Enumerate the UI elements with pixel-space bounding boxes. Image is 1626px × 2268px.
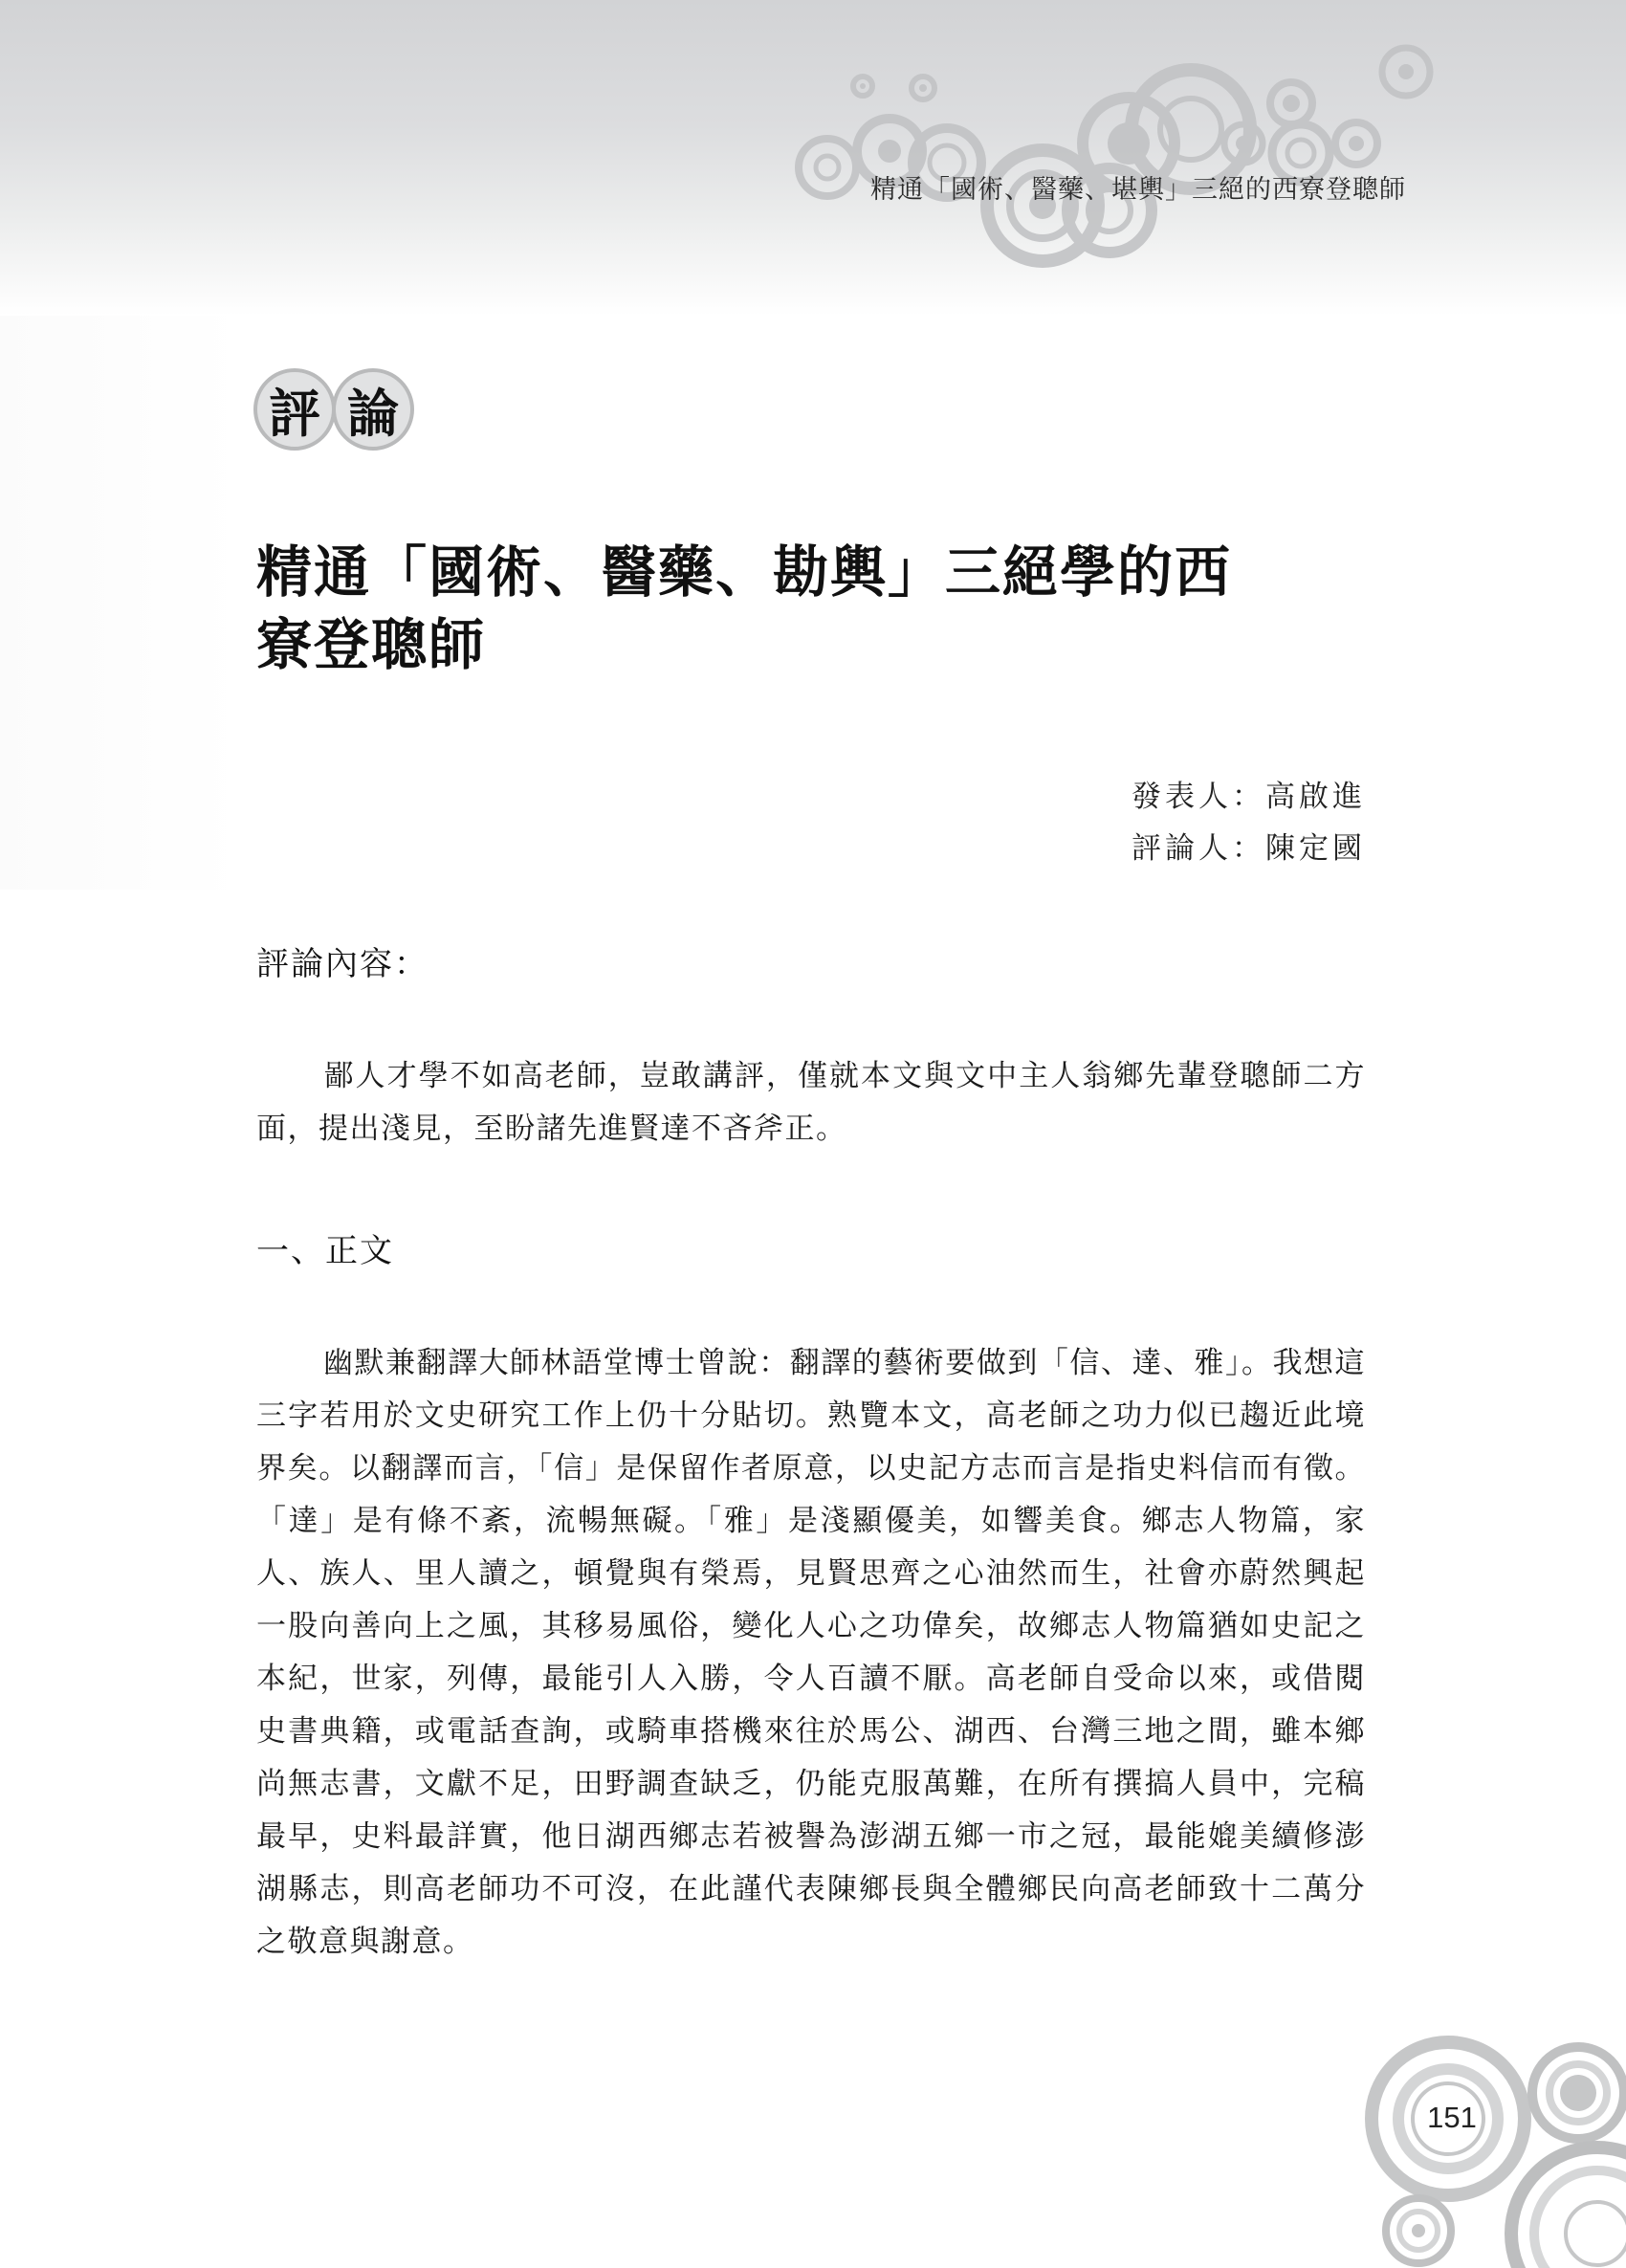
intro-paragraph-text: 鄙人才學不如高老師，豈敢講評，僅就本文與文中主人翁鄉先輩登聰師二方面，提出淺見，至盼諸先進賢達不吝斧正。 xyxy=(256,1059,1366,1146)
badge-char-1: 評 xyxy=(253,368,336,451)
deco-ring-11 xyxy=(1270,82,1312,124)
article-title-line-2: 寮登聰師 xyxy=(256,612,487,677)
section1-paragraph-text: 幽默兼翻譯大師林語堂博士曾說：翻譯的藝術要做到「信、達、雅」。我想這三字若用於文史研究工作上仍十分貼切。熟覽本文，高老師之功力似已趨近此境界矣。以翻譯而言，「信」是保留作者原意，以史記方志而言是指史料信而有徵。「達」是有條不紊，流暢無礙。「雅」是淺顯優美，如響美食。鄉志人物篇，家人、族人、里人讀之，頓覺與有榮焉，見賢思齊之心油然而生，社會亦蔚然興起一股向善向上之風，其移易風俗，變化人心之功偉矣，故鄉志人物篇猶如史記之本紀，世家，列傳，最能引人入勝，令人百讀不厭。高老師自受命以來，或借閱史書典籍，或電話查詢，或騎車搭機來往於馬公、湖西、台灣三地之間，雖本鄉尚無志書，文獻不足，田野調查缺乏，仍能克服萬難，在所有撰搞人員中，完稿最早，史料最詳實，他日湖西鄉志若被譽為澎湖五鄉一市之冠，最能媲美續修澎湖縣志，則高老師功不可沒，在此謹代表陳鄉長與全體鄉民向高老師致十二萬分之敬意與謝意。 xyxy=(256,1346,1366,1959)
decorative-circles-header xyxy=(0,0,1626,316)
review-heading: 評論內容： xyxy=(256,945,428,983)
byline xyxy=(1132,771,1366,874)
deco-ring-right xyxy=(1532,2047,1624,2139)
deco-ring-14 xyxy=(1382,48,1430,96)
deco-ring-bottom-left xyxy=(1386,2198,1451,2263)
page-number: 151 xyxy=(1427,2101,1477,2134)
deco-ring-2 xyxy=(912,77,934,99)
deco-ring-13 xyxy=(1335,122,1377,165)
deco-ring-5 xyxy=(799,139,856,196)
article-title xyxy=(256,536,1356,681)
left-margin-texture xyxy=(0,316,244,890)
article-title-line-1: 精通「國術、醫藥、勘輿」三絕學的西 xyxy=(256,539,1233,605)
section1-paragraph xyxy=(256,1337,1366,1969)
section-badge xyxy=(253,368,410,454)
running-header-title: 精通「國術、醫藥、堪輿」三絕的西寮登聰師 xyxy=(870,175,1406,205)
decorative-circles-footer xyxy=(1339,2009,1626,2268)
presenter: 發表人：高啟進 xyxy=(1132,780,1366,814)
intro-paragraph xyxy=(256,1050,1366,1156)
deco-ring-1 xyxy=(853,77,872,96)
commentator: 評論人：陳定國 xyxy=(1132,831,1366,866)
badge-char-2: 論 xyxy=(332,368,414,451)
deco-ring-bottom-right xyxy=(1511,2147,1626,2268)
section1-heading: 一、正文 xyxy=(256,1232,394,1270)
